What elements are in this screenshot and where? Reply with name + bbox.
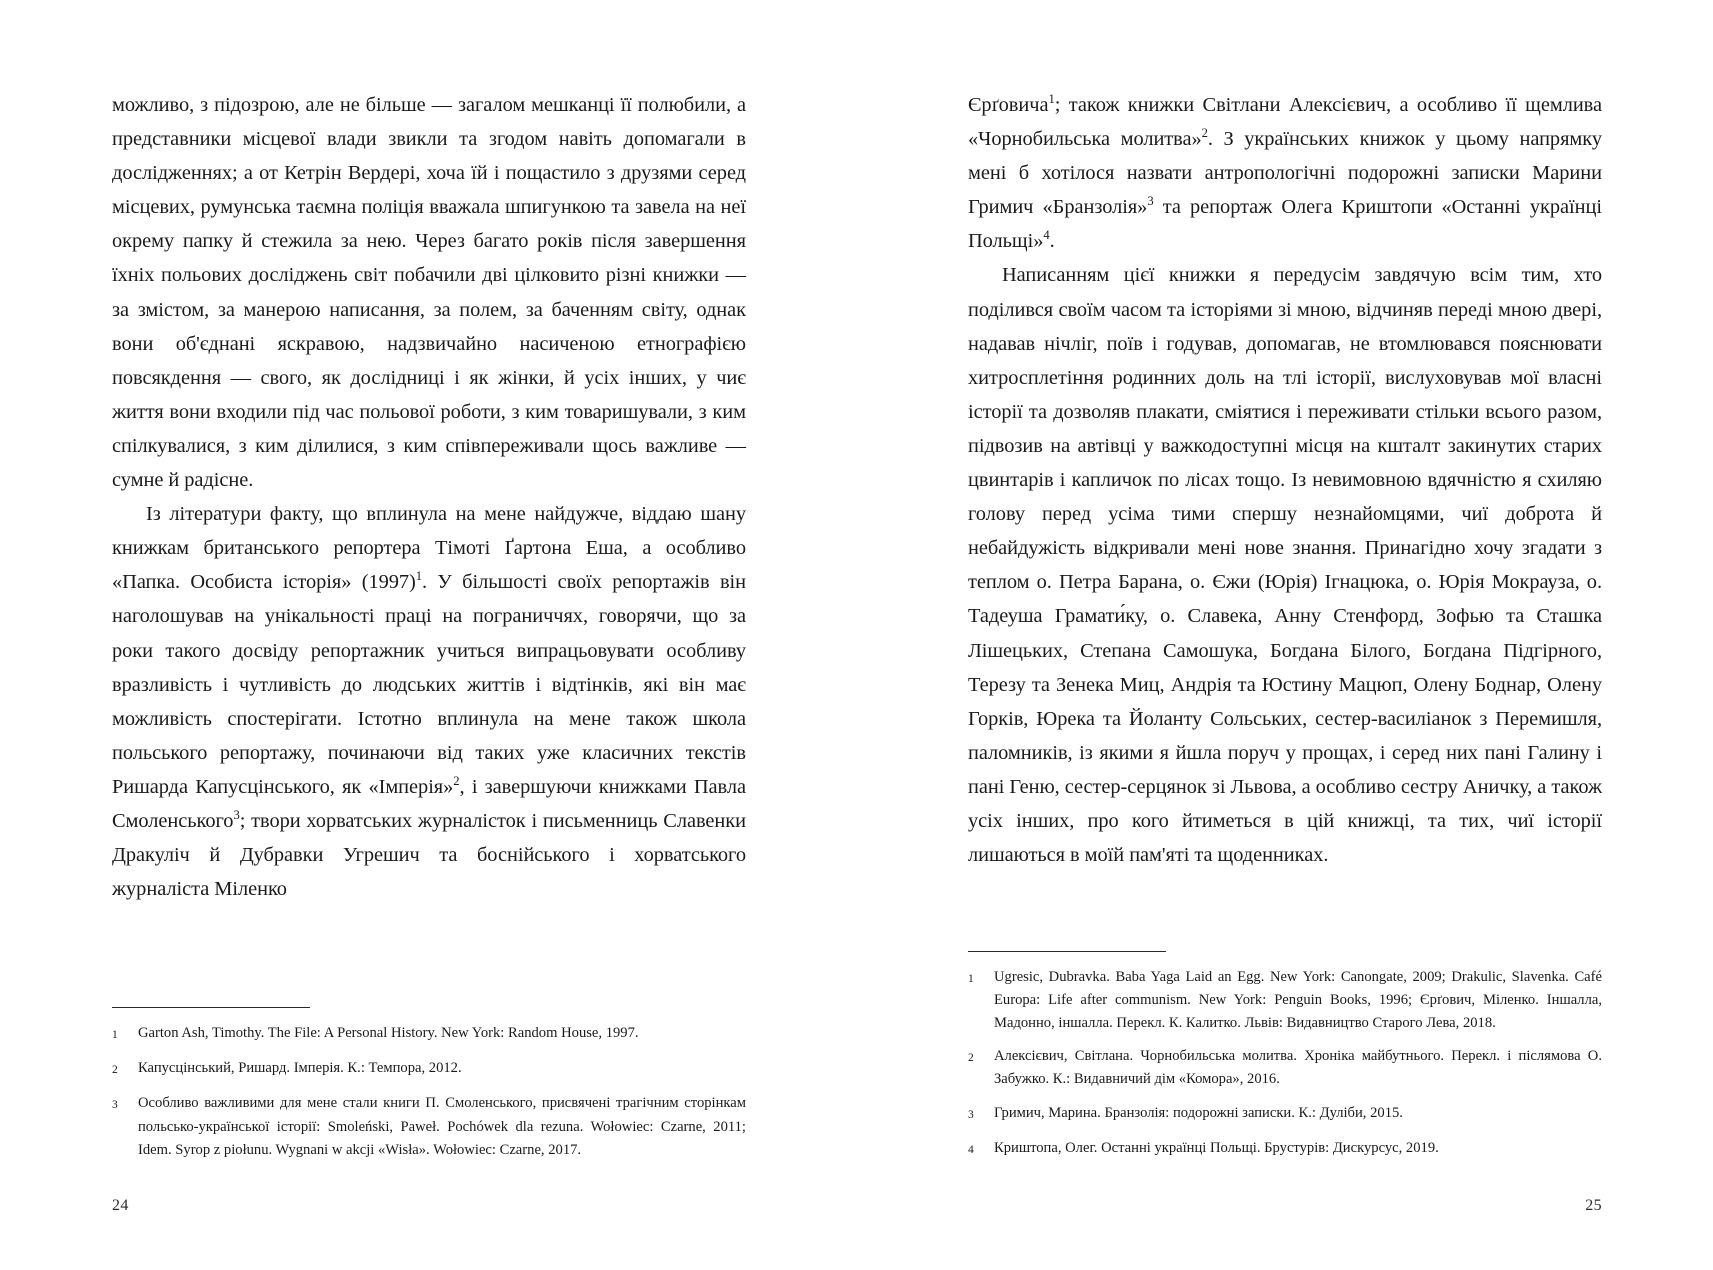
page-left-body (112, 88, 746, 906)
footnote-text: Ugresic, Dubravka. Baba Yaga Laid an Egg. New York: Canongate, 2009; Drakulic, Slavenka. Café Europa: Life after communism. New York: Penguin Books, 1996; Єрґович, Міленко. Іншалла, Мадонно, іншалла. Перекл. К. Калитко. Львів: Видавництво Старого Лева, 2018. (994, 968, 1602, 1031)
footnote-item (112, 1092, 746, 1162)
paragraph (968, 88, 1602, 258)
paragraph-text: . З українських книжок у цьому напрямку мені б хотілося назвати антропологічні подорожні записки Марини Гримич «Бранзолія» (968, 128, 1602, 219)
footnote-item (968, 966, 1602, 1036)
footnote-item (112, 1057, 746, 1082)
page-number-left: 24 (112, 1197, 129, 1214)
footnote-item (968, 1045, 1602, 1091)
footnote-ref[interactable]: 2 (453, 774, 460, 789)
paragraph-text: , і завершуючи книжками Павла Смоленського (112, 775, 746, 832)
paragraph-text: та репортаж Олега Криштопи «Останні українці Польщі» (968, 196, 1603, 253)
footnote-item (968, 1102, 1602, 1127)
footnote-text: Криштопа, Олег. Останні українці Польщі. Брустурів: Дискурсус, 2019. (994, 1139, 1439, 1156)
footnote-item (112, 1022, 746, 1047)
paragraph-text: . У більшості своїх репортажів він наголошував на унікальності праці на пограниччях, говорячи, що за роки такого досвіду репортажник учиться випрацьовувати особливу вразливість і чутливість до людських життів і відтінків, які він має можливість спостерігати. Істотно вплинула на мене також школа польського репортажу, починаючи від таких уже класичних текстів Ришарда Капусцінського, як «Імперія» (112, 571, 747, 798)
footnote-ref[interactable]: 3 (1147, 194, 1154, 209)
footnote-ref[interactable]: 3 (233, 808, 240, 823)
footnote-text: Особливо важливими для мене стали книги П. Смоленського, присвячені трагічним сторінкам польсько-української історії: Smoleński, Paweł. Pochówek dla rezuna. Wołowiec: Czarne, 2011; Idem. Syrop z piołunu. Wygnani w akcji «Wisła». Wołowiec: Czarne, 2017. (138, 1095, 746, 1158)
paragraph-text: ; твори хорватських журналісток і письменниць Славенки Дракуліч й Дубравки Угрешич та боснійського і хорватського журналіста Міленко (112, 809, 746, 901)
paragraph: Написанням цієї книжки я передусім завдячую всім тим, хто поділився своїм часом та історіями зі мною, відчиняв переді мною двері, надавав нічліг, поїв і годував, допомагав, не втомлювався пояснювати хитросплетіння родинних доль на тлі історії, вислуховував мої власні історії та дозволяв плакати, сміятися і переживати стільки всього разом, підвозив на автівці у важкодоступні місця на кшталт закинутих старих цвинтарів і капличок по лісах тощо. Із невимовною вдячністю я схиляю голову перед усіма тими спершу незнайомцями, чиї доброта й небайдужість відкривали мені нове знання. Принагідно хочу згадати з теплом о. Петра Барана, о. Єжи (Юрія) Ігнацюка, о. Юрія Мокрауза, о. Тадеуша Грамати́ку, о. Славека, Анну Стенфорд, Зофью та Сташка Лішецьких, Степана Самошука, Богдана Білого, Богдана Підгірного, Терезу та Зенека Миц, Андрія та Юстину Мацюп, Олену Боднар, Олену Горків, Юрека та Йоланту Сольських, сестер-василіанок з Перемишля, паломників, із якими я йшла поруч у прощах, і серед них пані Галину і пані Геню, сестер-серцянок зі Львова, а особливо сестру Аничку, а також усіх інших, про кого йтиметься в цій книжці, та тих, чиї історії лишаються в моїй пам'яті та щоденниках. (968, 264, 1602, 867)
footnote-separator (968, 951, 1166, 952)
paragraph-text: . (1049, 230, 1055, 253)
paragraph (112, 497, 746, 906)
footnote-ref[interactable]: 1 (415, 569, 423, 584)
footnotes-left (112, 1007, 746, 1162)
page-right-body (968, 88, 1602, 872)
page-right (856, 0, 1712, 1270)
footnote-text: Garton Ash, Timothy. The File: A Personal History. New York: Random House, 1997. (138, 1024, 639, 1041)
footnote-number: 2 (112, 1064, 118, 1077)
footnote-separator (112, 1007, 310, 1008)
footnote-ref[interactable]: 1 (1048, 92, 1055, 107)
page-number-right: 25 (1585, 1197, 1602, 1214)
footnote-number: 1 (112, 1028, 118, 1041)
page-left (0, 0, 856, 1270)
paragraph: можливо, з підозрою, але не більше — загалом мешканці її полюбили, а представники місцевої влади звикли та згодом навіть допомагали в дослідженнях; а от Кетрін Вердері, хоча їй і пощастило з друзями серед місцевих, румунська таємна поліція вважала шпигункою та завела на неї окрему папку й стежила за нею. Через багато років після завершення їхніх польових досліджень світ побачили дві цілковито різні книжки — за змістом, за манерою написання, за полем, за баченням світу, однак вони об'єднані яскравою, надзвичайно насиченою етнографією повсякдення — свого, як дослідниці і як жінки, й усіх інших, у чиє життя вони входили під час польової роботи, з ким товаришували, з ким спілкувалися, з ким ділилися, з ким співпереживали щось важливе — сумне й радісне. (112, 94, 746, 492)
paragraph-text: Із літератури факту, що вплинула на мене найдужче, віддаю шану книжкам британського репортера Тімоті Ґартона Еша, а особливо «Папка. Особиста історія» (1997) (112, 503, 746, 594)
footnote-number: 3 (112, 1099, 118, 1112)
footnote-number: 3 (968, 1108, 974, 1121)
footnote-text: Гримич, Марина. Бранзолія: подорожні записки. К.: Дуліби, 2015. (994, 1104, 1403, 1121)
footnote-number: 1 (968, 972, 974, 985)
footnote-ref[interactable]: 4 (1043, 228, 1050, 243)
footnote-text: Алексієвич, Світлана. Чорнобильська молитва. Хроніка майбутнього. Перекл. і післямова О. Забужко. К.: Видавничий дім «Комора», 2016. (994, 1048, 1602, 1088)
footnote-number: 2 (968, 1052, 974, 1065)
footnote-item (968, 1137, 1602, 1162)
footnote-number: 4 (968, 1143, 974, 1156)
footnote-ref[interactable]: 2 (1201, 126, 1208, 141)
footnote-text: Капусцінський, Ришард. Імперія. К.: Темпора, 2012. (138, 1060, 462, 1077)
footnotes-right (968, 951, 1602, 1162)
paragraph-text: ; також книжки Світлани Алексієвич, а особливо її щемлива «Чорнобильська молитва» (968, 94, 1602, 151)
paragraph-text: Єрґовича (968, 94, 1049, 116)
